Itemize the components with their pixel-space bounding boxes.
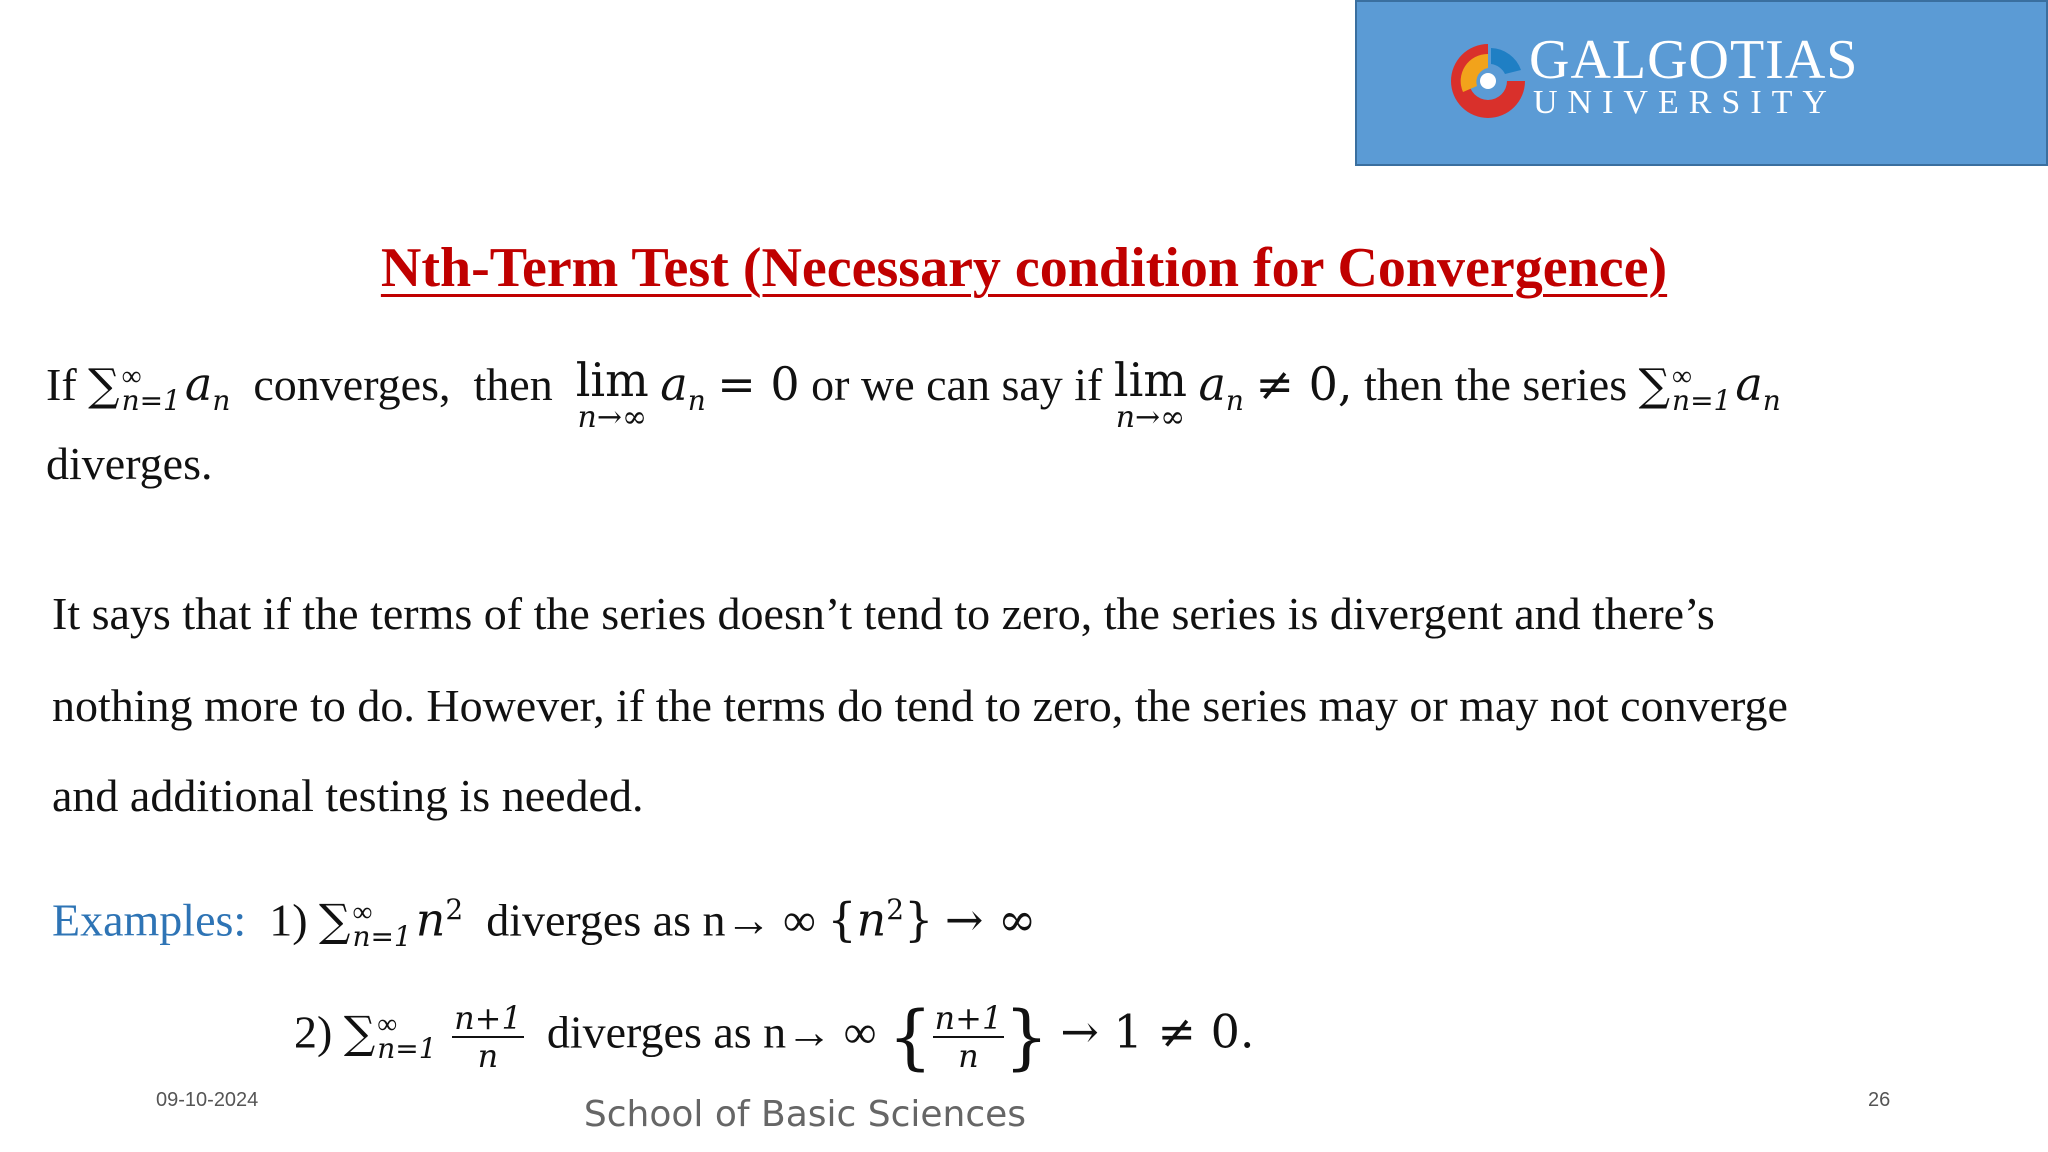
- statement-then-series: then the series: [1363, 359, 1628, 410]
- example-1-base: n: [415, 892, 446, 947]
- term-sub: n: [1762, 384, 1781, 418]
- example-1: [52, 884, 1037, 953]
- limit-2: [1113, 353, 1187, 435]
- lim-under: n→∞: [1115, 400, 1186, 435]
- term-sub: n: [212, 384, 231, 418]
- example-1-seq-base: n: [856, 892, 887, 947]
- statement-if: If: [46, 359, 77, 410]
- seq-open: {: [827, 892, 857, 947]
- lim-text: lim: [575, 353, 649, 407]
- frac-numerator: n+1: [934, 999, 1003, 1037]
- sum-symbol: ∑: [343, 1007, 376, 1059]
- statement-line-1: [46, 353, 1781, 435]
- term-a: a: [184, 357, 213, 411]
- footer-school: School of Basic Sciences: [583, 1094, 1027, 1135]
- university-logo: [1355, 0, 2048, 166]
- sum-lower: n=1: [1672, 384, 1732, 418]
- term-sub: n: [687, 384, 706, 418]
- explanation-line-1: It says that if the terms of the series doesn’t tend to zero, the series is divergent and there’s: [52, 588, 1715, 639]
- sum-lower: n=1: [377, 1032, 437, 1065]
- example-1-text: diverges as n→ ∞: [486, 894, 816, 946]
- sum-limits: [121, 361, 181, 418]
- sum-symbol: ∑: [319, 895, 351, 947]
- explanation-line-3: and additional testing is needed.: [52, 770, 644, 821]
- example-1-result: → ∞: [944, 892, 1037, 947]
- brace-open: {: [887, 996, 933, 1078]
- equals-zero: = 0: [717, 357, 800, 411]
- example-2-fraction: [452, 1000, 524, 1074]
- statement-diverges: diverges.: [46, 438, 213, 489]
- term-a: a: [1198, 357, 1226, 411]
- example-1-number: 1): [269, 894, 308, 946]
- sum-upper: ∞: [377, 1009, 398, 1040]
- term-a: a: [1735, 357, 1763, 411]
- footer-date: 09-10-2024: [156, 1089, 259, 1111]
- sum-upper: ∞: [352, 896, 373, 928]
- logo-name: GALGOTIAS: [1529, 29, 1859, 91]
- seq-close: }: [904, 892, 934, 947]
- slide-title-text: Nth-Term Test (Necessary condition for Convergence): [380, 237, 1668, 299]
- logo-subtitle: UNIVERSITY: [1533, 84, 1837, 121]
- term-sub: n: [1225, 384, 1244, 418]
- sum-limits: [352, 896, 412, 953]
- frac-denominator: n: [477, 1037, 499, 1075]
- examples-label: Examples: [52, 894, 234, 946]
- galgotias-swirl-icon: [1447, 40, 1529, 122]
- examples-colon: :: [233, 894, 247, 946]
- brace-close: }: [1004, 996, 1049, 1078]
- example-1-exp: 2: [445, 893, 464, 926]
- lim-under: n→∞: [577, 400, 647, 435]
- footer-page-number: 26: [1868, 1089, 1891, 1111]
- sum-symbol: ∑: [88, 360, 120, 411]
- not-equal-zero: ≠ 0,: [1255, 357, 1353, 411]
- statement-line-2: [46, 438, 213, 490]
- statement-converges: converges,: [253, 359, 451, 410]
- sum-symbol: ∑: [1638, 360, 1671, 411]
- limit-1: [575, 353, 649, 435]
- example-2-number: 2): [294, 1006, 333, 1058]
- sum-upper: ∞: [1672, 361, 1693, 393]
- example-2: [294, 996, 1255, 1078]
- sum-limits: [1672, 361, 1732, 418]
- explanation-line-2: nothing more to do. However, if the terms do tend to zero, the series may or may not converge: [52, 680, 1788, 731]
- sum-upper: ∞: [121, 361, 142, 393]
- sum-lower: n=1: [352, 919, 412, 953]
- frac-numerator: n+1: [454, 999, 522, 1037]
- sum-limits: [377, 1009, 437, 1065]
- example-1-seq-exp: 2: [886, 893, 905, 926]
- frac-denominator: n: [958, 1037, 979, 1075]
- sum-lower: n=1: [121, 384, 181, 418]
- example-2-result: → 1 ≠ 0.: [1060, 1004, 1255, 1059]
- lim-text: lim: [1113, 353, 1187, 407]
- statement-or: or we can say if: [811, 359, 1103, 410]
- example-2-text: diverges as n→ ∞: [546, 1006, 877, 1058]
- example-2-seq-fraction: [933, 1000, 1005, 1074]
- statement-then: then: [473, 359, 553, 410]
- term-a: a: [660, 357, 688, 411]
- slide-title: [0, 236, 2048, 300]
